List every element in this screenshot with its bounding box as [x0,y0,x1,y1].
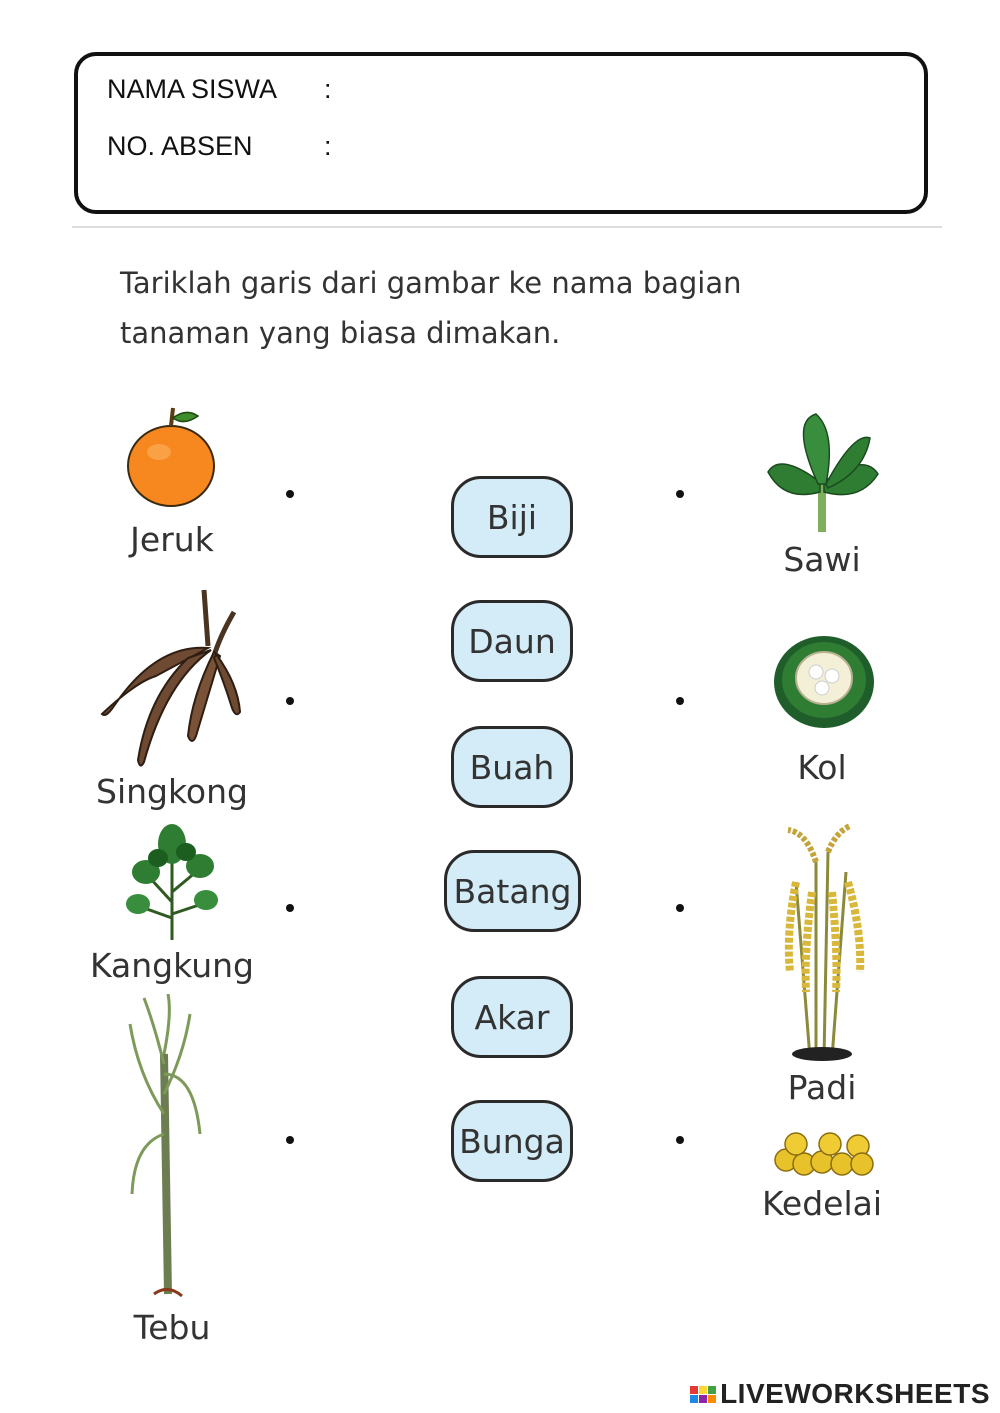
label-padi: Padi [787,1068,857,1107]
part-pill-buah[interactable]: Buah [451,726,573,808]
brand-logo-icon [690,1386,716,1403]
label-singkong: Singkong [96,772,248,811]
part-pill-biji[interactable]: Biji [451,476,573,558]
instruction-line-1: Tariklah garis dari gambar ke nama bagian [120,266,742,300]
sugarcane-picture [124,994,204,1300]
sawi-picture [760,412,884,536]
kedelai-picture [772,1126,876,1178]
divider [72,226,942,228]
label-sawi: Sawi [783,540,861,579]
student-name-colon: : [324,74,332,104]
kangkung-picture [124,822,220,942]
part-pill-daun[interactable]: Daun [451,600,573,682]
instruction-line-2: tanaman yang biasa dimakan. [120,316,561,350]
left-dot-singkong[interactable] [286,697,294,705]
part-pill-akar[interactable]: Akar [451,976,573,1058]
part-pill-bunga[interactable]: Bunga [451,1100,573,1182]
label-tebu: Tebu [133,1308,211,1347]
right-dot-sawi[interactable] [676,490,684,498]
instruction-text [120,258,840,358]
left-dot-jeruk[interactable] [286,490,294,498]
student-name-label: NAMA SISWA [107,74,278,104]
right-dot-kedelai[interactable] [676,1136,684,1144]
orange-picture [124,404,219,509]
label-kangkung: Kangkung [89,946,255,985]
absen-label: NO. ABSEN [107,131,253,161]
cassava-picture [96,586,244,772]
label-kol: Kol [797,748,847,787]
padi-picture [776,822,872,1062]
left-dot-kangkung[interactable] [286,904,294,912]
liveworksheets-brand [690,1378,990,1410]
absen-colon: : [324,131,332,161]
part-pill-batang[interactable]: Batang [444,850,581,932]
label-jeruk: Jeruk [130,520,214,559]
right-dot-padi[interactable] [676,904,684,912]
label-kedelai: Kedelai [761,1184,883,1223]
left-dot-tebu[interactable] [286,1136,294,1144]
right-dot-kol[interactable] [676,697,684,705]
brand-text: LIVEWORKSHEETS [720,1378,990,1409]
kol-picture [772,630,876,730]
